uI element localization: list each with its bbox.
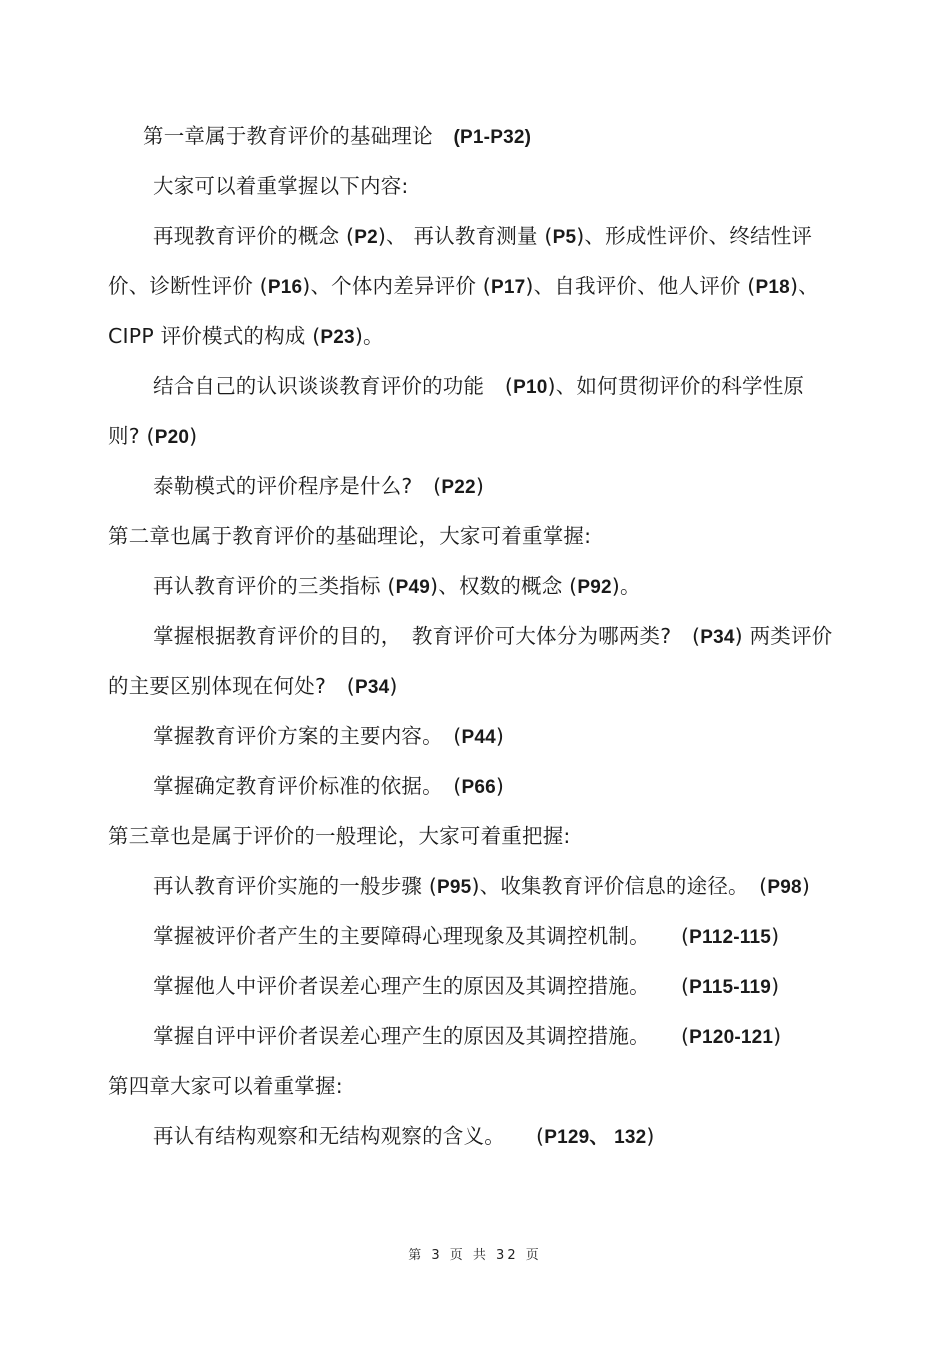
text-segment: CIPP 评价模式的构成 ( (108, 324, 321, 348)
page-reference: P129、 132 (544, 1127, 647, 1148)
text-line (153, 1122, 655, 1152)
page-reference: P66 (461, 777, 496, 798)
page-reference: (P1-P32) (453, 127, 532, 148)
text-segment: 再认教育评价实施的一般步骤 ( (153, 874, 438, 898)
text-segment: 再认教育评价的三类指标 ( (153, 574, 396, 598)
text-segment: ) (189, 424, 198, 448)
text-segment: )。 (611, 574, 641, 598)
text-segment: ) (495, 774, 505, 798)
text-segment: )、 再认教育测量 ( (377, 224, 553, 248)
text-segment: 再认有结构观察和无结构观察的含义。 ( (153, 1124, 545, 1148)
text-line (153, 172, 409, 200)
page-reference: P23 (320, 327, 355, 348)
page-reference: P2 (354, 227, 378, 248)
page-reference: P34 (354, 677, 390, 698)
page-reference: P98 (767, 877, 802, 898)
text-segment: 大家可以着重掌握以下内容: (153, 174, 409, 198)
page-reference: P16 (267, 277, 303, 298)
page-reference: P10 (513, 377, 548, 398)
text-segment: ) 两类评价 (734, 624, 833, 648)
text-segment: ) (646, 1124, 655, 1148)
text-segment: )、个体内差异评价 ( (302, 274, 491, 298)
text-segment: 价、诊断性评价 ( (108, 274, 268, 298)
page-reference: P17 (490, 277, 526, 298)
text-segment: 再现教育评价的概念 ( (153, 224, 355, 248)
text-line (108, 422, 197, 452)
text-segment: ) (389, 674, 398, 698)
text-line (153, 622, 832, 652)
page-reference: P18 (755, 277, 790, 298)
text-line (153, 1022, 781, 1052)
text-line (153, 372, 804, 402)
text-segment: )、形成性评价、终结性评 (576, 224, 813, 248)
text-segment: ) (771, 974, 780, 998)
text-segment: 掌握自评中评价者误差心理产生的原因及其调控措施。 ( (153, 1024, 690, 1048)
text-segment: 第二章也属于教育评价的基础理论，大家可着重掌握: (108, 524, 592, 548)
text-line (153, 922, 779, 952)
text-line (153, 572, 641, 602)
text-segment: 掌握根据教育评价的目的， 教育评价可大体分为哪两类? ( (153, 624, 701, 648)
text-segment: ) (771, 924, 780, 948)
text-line (153, 772, 504, 802)
text-line (153, 222, 812, 252)
text-segment: 结合自己的认识谈谈教育评价的功能 ( (153, 374, 514, 398)
text-segment: 则? ( (108, 424, 155, 448)
page-reference: P92 (577, 577, 612, 598)
text-line (143, 122, 531, 152)
page-reference: P22 (441, 477, 476, 498)
page-reference: P44 (461, 727, 496, 748)
text-line (108, 1072, 343, 1100)
text-segment: )、自我评价、他人评价 ( (525, 274, 756, 298)
text-segment: )、权数的概念 ( (430, 574, 578, 598)
page-reference: P5 (552, 227, 577, 248)
page-reference: P34 (700, 627, 735, 648)
text-segment: 掌握确定教育评价标准的依据。 ( (153, 774, 462, 798)
page-reference: P112-115 (689, 927, 772, 948)
text-segment: 掌握他人中评价者误差心理产生的原因及其调控措施。 ( (153, 974, 690, 998)
text-line (153, 722, 504, 752)
page-reference: P49 (395, 577, 431, 598)
text-line (153, 872, 810, 902)
text-segment: ) (495, 724, 505, 748)
text-line (153, 472, 484, 502)
text-segment: ) (773, 1024, 782, 1048)
text-line (108, 272, 819, 302)
text-line (108, 822, 571, 850)
page-reference: P120-121 (689, 1027, 774, 1048)
text-segment: 第三章也是属于评价的一般理论，大家可着重把握: (108, 824, 571, 848)
page-reference: P95 (437, 877, 472, 898)
text-segment: )、收集教育评价信息的途径。 ( (471, 874, 768, 898)
page-reference: P115-119 (689, 977, 772, 998)
text-line (108, 522, 591, 550)
text-segment: 第一章属于教育评价的基础理论 (143, 124, 454, 148)
text-line (153, 972, 779, 1002)
page-footer: 第 3 页 共 32 页 (408, 1248, 542, 1263)
text-segment: )、如何贯彻评价的科学性原 (547, 374, 805, 398)
text-line (108, 672, 398, 702)
text-segment: 掌握被评价者产生的主要障碍心理现象及其调控机制。 ( (153, 924, 690, 948)
text-segment: )。 (354, 324, 384, 348)
text-segment: ) (801, 874, 811, 898)
text-segment: 掌握教育评价方案的主要内容。 ( (153, 724, 462, 748)
text-segment: ) (475, 474, 485, 498)
text-line (108, 322, 384, 352)
text-segment: 泰勒模式的评价程序是什么? ( (153, 474, 442, 498)
text-segment: 的主要区别体现在何处? ( (108, 674, 355, 698)
page-reference: P20 (154, 427, 190, 448)
text-segment: 第四章大家可以着重掌握: (108, 1074, 343, 1098)
text-segment: )、 (789, 274, 819, 298)
